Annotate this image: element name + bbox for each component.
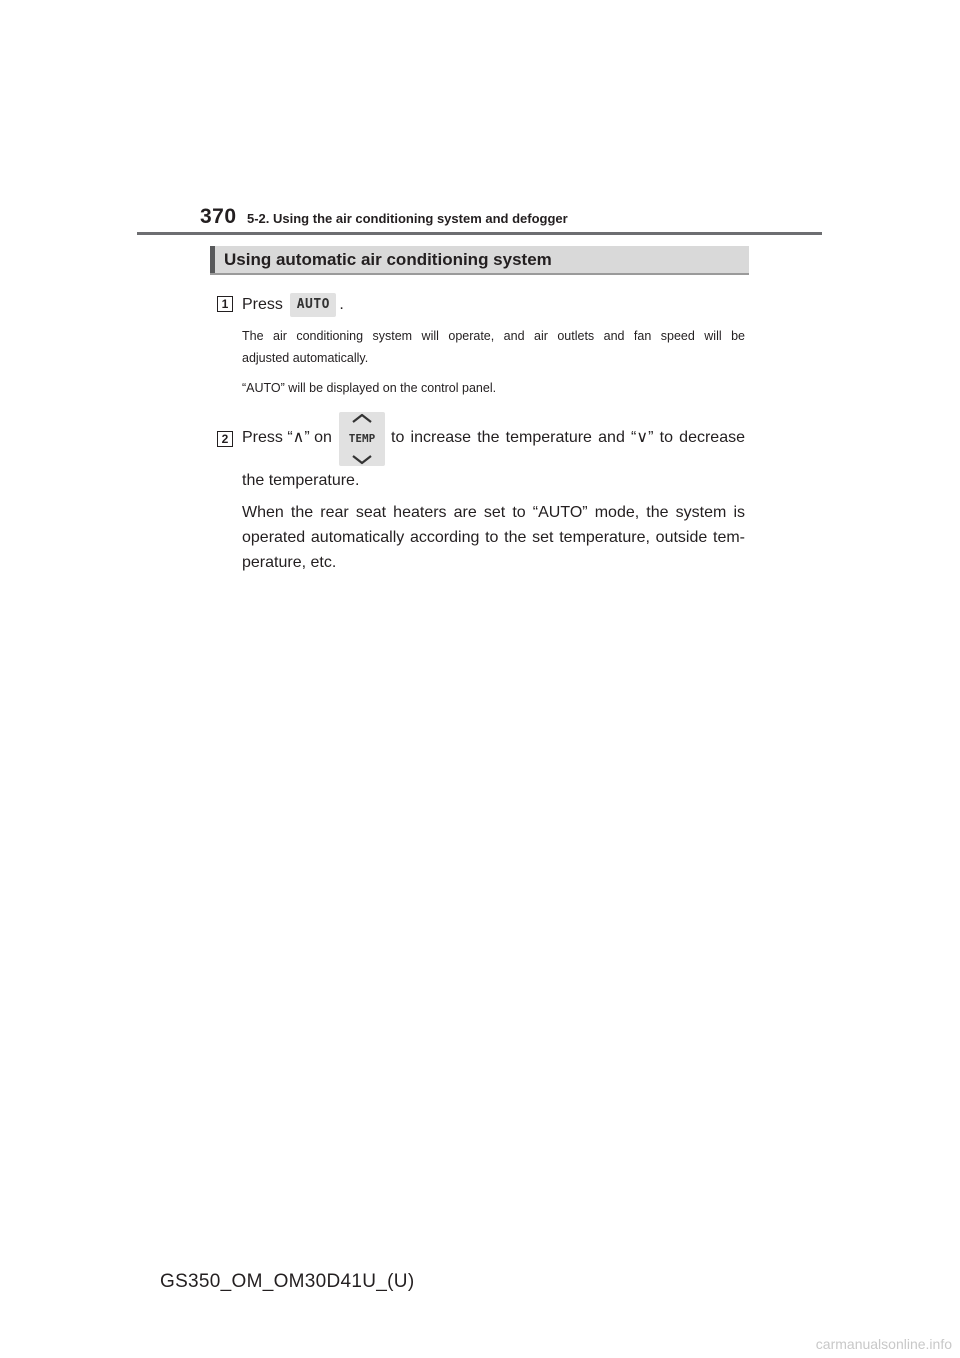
page-header [200,205,822,231]
page-number: 370 [200,205,237,228]
step-1-instruction [242,293,745,317]
document-code: GS350_OM_OM30D41U_(U) [160,1271,415,1292]
watermark: carmanualsonline.info [815,1336,952,1352]
temp-button-icon [339,412,385,466]
step-2-line-2: When the rear seat heaters are set to “AUTO” mode, the system is [242,504,745,521]
step-number-1: 1 [217,296,233,312]
chapter-title: 5-2. Using the air conditioning system and defogger [247,211,568,226]
section-heading-bar [210,246,749,275]
temp-label: TEMP [348,432,376,445]
section-bar-accent [210,246,215,273]
section-title: Using automatic air conditioning system [224,250,552,269]
step-1-note-line-3: “AUTO” will be displayed on the control panel. [242,381,497,395]
step-2-line-4: perature, etc. [242,554,337,571]
step-2-text-after: to increase the temperature and “∨” to decrease [391,429,745,446]
step-1-text-before: Press [242,296,283,314]
step-2-line-1: the temperature. [242,472,360,489]
step-1-note-line-1: The air conditioning system will operate, and air outlets and fan speed will be [242,329,745,343]
step-2-line-3: operated automatically according to the set temperature, outside tem- [242,529,745,546]
auto-button-icon: AUTO [290,293,336,317]
step-2-text-before: Press “∧” on [242,429,332,446]
step-1-text-after: . [339,296,344,314]
header-rule [137,232,822,235]
step-number-2: 2 [217,431,233,447]
step-1-note-line-2: adjusted automatically. [242,351,369,365]
